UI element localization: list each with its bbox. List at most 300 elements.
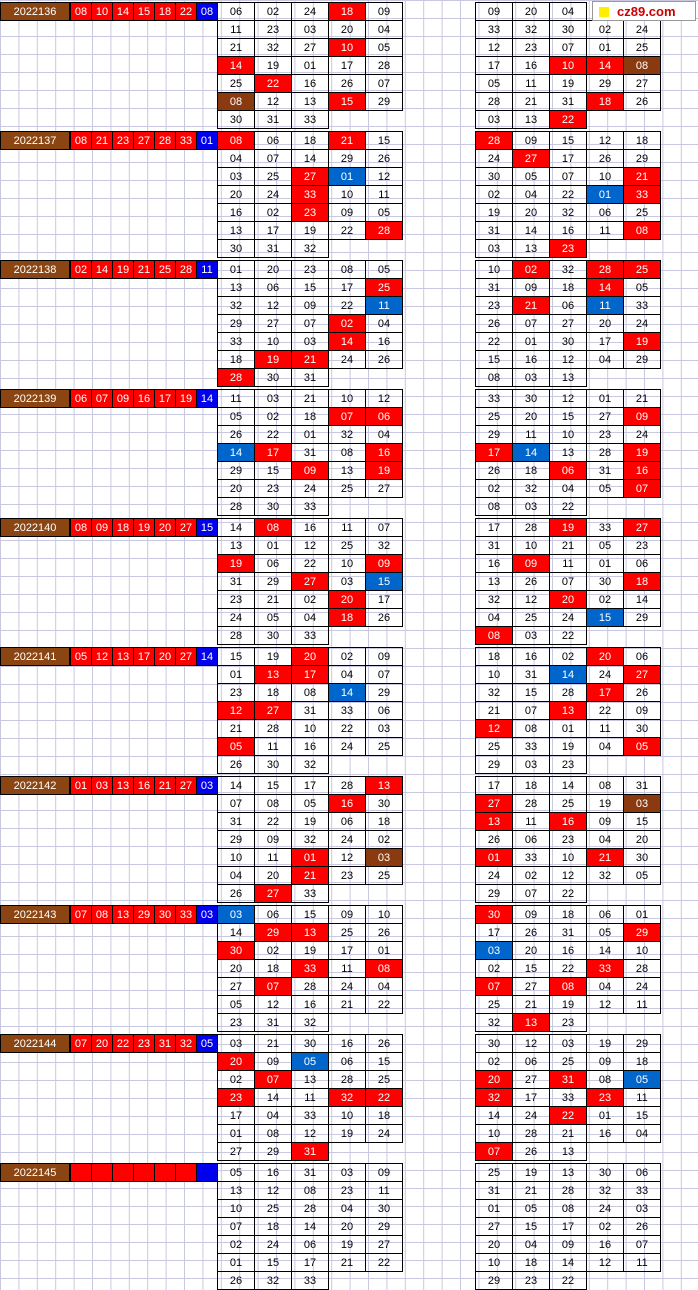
red-ball (154, 1163, 176, 1182)
left-number-cell: 10 (328, 554, 366, 573)
left-number-cell: 23 (291, 203, 329, 222)
left-number-cell: 02 (328, 647, 366, 666)
right-number-cell: 04 (512, 185, 550, 204)
left-number-cell: 30 (254, 626, 292, 645)
left-number-cell: 29 (365, 1217, 403, 1236)
left-number-cell: 29 (365, 683, 403, 702)
left-number-cell: 31 (254, 1013, 292, 1032)
red-ball: 20 (91, 1034, 113, 1053)
left-number-cell: 02 (365, 830, 403, 849)
right-number-cell: 07 (549, 38, 587, 57)
right-number-cell: 06 (549, 296, 587, 315)
left-number-cell: 11 (328, 518, 366, 537)
left-number-cell: 30 (217, 941, 255, 960)
left-number-cell: 31 (217, 812, 255, 831)
left-number-cell: 13 (217, 536, 255, 555)
red-ball: 23 (133, 1034, 155, 1053)
right-number-cell: 21 (586, 848, 624, 867)
right-number-cell: 32 (475, 590, 513, 609)
left-number-cell: 01 (217, 1124, 255, 1143)
left-number-cell: 02 (217, 1070, 255, 1089)
right-number-cell: 02 (475, 479, 513, 498)
left-number-cell: 06 (254, 131, 292, 150)
left-number-cell: 25 (328, 536, 366, 555)
red-ball: 21 (133, 260, 155, 279)
period-label: 2022138 (0, 260, 70, 279)
left-number-cell: 33 (291, 1106, 329, 1125)
right-number-cell: 33 (623, 1181, 661, 1200)
left-number-cell: 32 (365, 536, 403, 555)
left-number-cell: 13 (291, 92, 329, 111)
left-number-cell: 30 (254, 755, 292, 774)
left-number-cell: 32 (328, 1088, 366, 1107)
left-number-cell: 28 (328, 776, 366, 795)
right-number-cell: 30 (549, 20, 587, 39)
right-number-cell: 09 (512, 278, 550, 297)
right-number-cell: 19 (586, 1034, 624, 1053)
right-number-cell: 06 (586, 905, 624, 924)
red-ball: 13 (112, 647, 134, 666)
right-number-cell: 11 (623, 995, 661, 1014)
left-number-cell: 26 (365, 350, 403, 369)
left-number-cell: 19 (254, 647, 292, 666)
left-number-cell: 08 (254, 518, 292, 537)
right-number-cell: 04 (586, 830, 624, 849)
right-number-cell: 12 (512, 1034, 550, 1053)
left-number-cell: 10 (328, 1106, 366, 1125)
left-number-cell: 05 (217, 995, 255, 1014)
right-number-cell: 23 (512, 38, 550, 57)
right-number-cell: 05 (512, 1199, 550, 1218)
blue-ball (196, 1163, 218, 1182)
left-number-cell: 26 (365, 1034, 403, 1053)
left-number-cell: 10 (217, 1199, 255, 1218)
right-number-cell: 02 (586, 1217, 624, 1236)
left-number-cell: 31 (217, 572, 255, 591)
right-number-cell: 28 (475, 131, 513, 150)
right-number-cell: 28 (586, 260, 624, 279)
right-number-cell: 03 (475, 239, 513, 258)
right-number-cell: 31 (512, 665, 550, 684)
left-number-cell: 07 (328, 407, 366, 426)
right-number-cell: 14 (512, 443, 550, 462)
left-number-cell: 19 (328, 1124, 366, 1143)
left-number-cell: 12 (328, 848, 366, 867)
right-number-cell: 30 (623, 719, 661, 738)
right-number-cell: 30 (475, 167, 513, 186)
right-number-cell: 03 (475, 941, 513, 960)
right-number-cell: 18 (549, 905, 587, 924)
right-number-cell: 27 (549, 314, 587, 333)
right-number-cell: 23 (549, 830, 587, 849)
right-number-cell: 19 (623, 332, 661, 351)
right-number-cell: 09 (512, 905, 550, 924)
left-number-cell: 16 (291, 518, 329, 537)
right-number-cell: 07 (475, 977, 513, 996)
left-number-cell: 29 (328, 149, 366, 168)
left-number-cell: 23 (217, 590, 255, 609)
right-number-cell: 16 (549, 221, 587, 240)
logo-text: cz89.com (617, 4, 676, 19)
left-number-cell: 01 (291, 56, 329, 75)
left-number-cell: 32 (254, 38, 292, 57)
red-ball: 22 (112, 1034, 134, 1053)
left-number-cell: 04 (217, 149, 255, 168)
left-number-cell: 27 (365, 479, 403, 498)
left-number-cell: 16 (328, 794, 366, 813)
left-number-cell: 13 (291, 923, 329, 942)
left-number-cell: 07 (217, 1217, 255, 1236)
right-number-cell: 09 (512, 554, 550, 573)
right-number-cell: 17 (475, 518, 513, 537)
right-number-cell: 22 (549, 497, 587, 516)
right-number-cell: 16 (512, 56, 550, 75)
left-number-cell: 30 (291, 1034, 329, 1053)
right-number-cell: 07 (512, 884, 550, 903)
right-number-cell: 26 (623, 683, 661, 702)
left-number-cell: 08 (365, 959, 403, 978)
left-number-cell: 29 (254, 572, 292, 591)
right-number-cell: 31 (623, 776, 661, 795)
left-number-cell: 01 (217, 1253, 255, 1272)
left-number-cell: 05 (365, 38, 403, 57)
right-number-cell: 20 (549, 590, 587, 609)
left-number-cell: 18 (328, 2, 366, 21)
left-number-cell: 09 (291, 461, 329, 480)
right-number-cell: 25 (623, 38, 661, 57)
right-number-cell: 21 (623, 389, 661, 408)
left-number-cell: 18 (328, 608, 366, 627)
right-number-cell: 03 (512, 497, 550, 516)
left-number-cell: 21 (328, 995, 366, 1014)
left-number-cell: 07 (365, 518, 403, 537)
left-number-cell: 02 (328, 314, 366, 333)
right-number-cell: 31 (549, 1070, 587, 1089)
left-number-cell: 33 (291, 884, 329, 903)
left-number-cell: 21 (254, 590, 292, 609)
left-number-cell: 15 (254, 776, 292, 795)
left-number-cell: 12 (365, 167, 403, 186)
left-number-cell: 12 (254, 92, 292, 111)
right-number-cell: 10 (475, 260, 513, 279)
left-number-cell: 07 (365, 665, 403, 684)
left-number-cell: 18 (365, 812, 403, 831)
right-number-cell: 21 (549, 1124, 587, 1143)
right-number-cell: 22 (549, 185, 587, 204)
right-number-cell: 26 (623, 1217, 661, 1236)
right-number-cell: 24 (623, 314, 661, 333)
right-number-cell: 25 (475, 737, 513, 756)
left-number-cell: 27 (254, 701, 292, 720)
left-number-cell: 14 (254, 1088, 292, 1107)
left-number-cell: 15 (291, 905, 329, 924)
right-number-cell: 04 (623, 1124, 661, 1143)
right-number-cell: 29 (586, 74, 624, 93)
right-number-cell: 13 (475, 812, 513, 831)
left-number-cell: 24 (365, 1124, 403, 1143)
right-number-cell: 12 (586, 131, 624, 150)
right-number-cell: 12 (549, 350, 587, 369)
left-number-cell: 01 (291, 425, 329, 444)
left-number-cell: 21 (291, 350, 329, 369)
left-number-cell: 22 (328, 719, 366, 738)
red-ball: 22 (175, 2, 197, 21)
left-number-cell: 32 (291, 239, 329, 258)
right-number-cell: 05 (623, 1070, 661, 1089)
right-number-cell: 05 (623, 737, 661, 756)
left-number-cell: 29 (254, 1142, 292, 1161)
red-ball: 32 (175, 1034, 197, 1053)
right-number-cell: 11 (586, 221, 624, 240)
left-number-cell: 23 (217, 683, 255, 702)
right-number-cell: 33 (549, 1088, 587, 1107)
right-number-cell: 24 (586, 665, 624, 684)
right-number-cell: 02 (512, 866, 550, 885)
left-number-cell: 30 (217, 110, 255, 129)
left-number-cell: 24 (328, 977, 366, 996)
right-number-cell: 22 (586, 701, 624, 720)
right-number-cell: 20 (512, 941, 550, 960)
right-number-cell: 01 (586, 389, 624, 408)
left-number-cell: 08 (328, 443, 366, 462)
left-number-cell: 03 (217, 1034, 255, 1053)
period-label: 2022142 (0, 776, 70, 795)
right-number-cell: 10 (475, 1253, 513, 1272)
left-number-cell: 33 (291, 1271, 329, 1290)
blue-ball: 14 (196, 647, 218, 666)
red-ball: 16 (133, 389, 155, 408)
right-number-cell: 19 (623, 443, 661, 462)
left-number-cell: 18 (254, 959, 292, 978)
right-number-cell: 14 (586, 941, 624, 960)
left-number-cell: 26 (217, 884, 255, 903)
left-number-cell: 19 (291, 812, 329, 831)
right-number-cell: 07 (549, 167, 587, 186)
right-number-cell: 27 (512, 977, 550, 996)
right-number-cell: 13 (549, 443, 587, 462)
left-number-cell: 31 (291, 1163, 329, 1182)
right-number-cell: 27 (623, 665, 661, 684)
right-number-cell: 11 (586, 719, 624, 738)
right-number-cell: 17 (549, 1217, 587, 1236)
left-number-cell: 20 (328, 590, 366, 609)
left-number-cell: 04 (365, 425, 403, 444)
right-number-cell: 12 (586, 1253, 624, 1272)
right-number-cell: 21 (549, 536, 587, 555)
right-number-cell: 30 (586, 572, 624, 591)
red-ball: 27 (175, 776, 197, 795)
right-number-cell: 13 (512, 110, 550, 129)
right-number-cell: 31 (475, 1181, 513, 1200)
left-number-cell: 33 (217, 332, 255, 351)
right-number-cell: 14 (512, 221, 550, 240)
right-number-cell: 01 (586, 554, 624, 573)
right-number-cell: 10 (623, 941, 661, 960)
left-number-cell: 32 (291, 830, 329, 849)
right-number-cell: 17 (586, 683, 624, 702)
site-logo[interactable] (592, 1, 696, 21)
right-number-cell: 15 (623, 1106, 661, 1125)
left-number-cell: 31 (254, 239, 292, 258)
right-number-cell: 20 (475, 1235, 513, 1254)
right-number-cell: 11 (549, 554, 587, 573)
left-number-cell: 28 (291, 977, 329, 996)
right-number-cell: 18 (512, 1253, 550, 1272)
left-number-cell: 04 (291, 608, 329, 627)
right-number-cell: 05 (586, 923, 624, 942)
right-number-cell: 18 (475, 647, 513, 666)
right-number-cell: 20 (475, 1070, 513, 1089)
red-ball (175, 1163, 197, 1182)
red-ball: 07 (70, 905, 92, 924)
left-number-cell: 24 (328, 737, 366, 756)
left-number-cell: 09 (291, 296, 329, 315)
left-number-cell: 01 (365, 941, 403, 960)
left-number-cell: 08 (291, 1181, 329, 1200)
right-number-cell: 04 (586, 350, 624, 369)
left-number-cell: 33 (291, 497, 329, 516)
left-number-cell: 31 (291, 701, 329, 720)
right-number-cell: 30 (475, 1034, 513, 1053)
left-number-cell: 15 (365, 572, 403, 591)
left-number-cell: 31 (291, 368, 329, 387)
right-number-cell: 22 (549, 884, 587, 903)
red-ball: 07 (91, 389, 113, 408)
right-number-cell: 05 (586, 536, 624, 555)
right-number-cell: 03 (623, 1199, 661, 1218)
left-number-cell: 26 (217, 1271, 255, 1290)
right-number-cell: 21 (512, 92, 550, 111)
left-number-cell: 24 (254, 1235, 292, 1254)
left-number-cell: 17 (365, 590, 403, 609)
left-number-cell: 16 (365, 332, 403, 351)
right-number-cell: 18 (549, 278, 587, 297)
right-number-cell: 24 (475, 866, 513, 885)
right-number-cell: 28 (512, 518, 550, 537)
left-number-cell: 11 (254, 848, 292, 867)
right-number-cell: 06 (512, 1052, 550, 1071)
right-number-cell: 18 (623, 1052, 661, 1071)
left-number-cell: 26 (365, 149, 403, 168)
blue-ball: 08 (196, 2, 218, 21)
red-ball: 05 (70, 647, 92, 666)
left-number-cell: 14 (217, 443, 255, 462)
left-number-cell: 07 (291, 314, 329, 333)
right-number-cell: 08 (475, 368, 513, 387)
right-number-cell: 20 (512, 407, 550, 426)
right-number-cell: 33 (512, 848, 550, 867)
left-number-cell: 20 (254, 260, 292, 279)
right-number-cell: 07 (512, 701, 550, 720)
right-number-cell: 18 (512, 776, 550, 795)
right-number-cell: 27 (512, 149, 550, 168)
right-number-cell: 28 (623, 959, 661, 978)
right-number-cell: 11 (586, 296, 624, 315)
left-number-cell: 03 (291, 20, 329, 39)
right-number-cell: 26 (512, 572, 550, 591)
right-number-cell: 02 (549, 647, 587, 666)
left-number-cell: 10 (328, 38, 366, 57)
right-number-cell: 08 (586, 1070, 624, 1089)
right-number-cell: 24 (475, 149, 513, 168)
right-number-cell: 01 (512, 332, 550, 351)
left-number-cell: 25 (328, 923, 366, 942)
right-number-cell: 20 (623, 830, 661, 849)
left-number-cell: 06 (328, 1052, 366, 1071)
left-number-cell: 18 (365, 1106, 403, 1125)
right-number-cell: 22 (549, 1106, 587, 1125)
left-number-cell: 16 (217, 203, 255, 222)
left-number-cell: 20 (217, 479, 255, 498)
right-number-cell: 32 (549, 203, 587, 222)
right-number-cell: 20 (586, 314, 624, 333)
right-number-cell: 03 (549, 1034, 587, 1053)
blue-ball: 03 (196, 905, 218, 924)
left-number-cell: 23 (291, 260, 329, 279)
right-number-cell: 28 (475, 92, 513, 111)
right-number-cell: 02 (586, 590, 624, 609)
left-number-cell: 12 (291, 536, 329, 555)
red-ball: 03 (91, 776, 113, 795)
left-number-cell: 32 (328, 425, 366, 444)
left-number-cell: 17 (254, 443, 292, 462)
left-number-cell: 06 (217, 2, 255, 21)
red-ball: 19 (133, 518, 155, 537)
red-ball: 28 (154, 131, 176, 150)
right-number-cell: 20 (512, 2, 550, 21)
left-number-cell: 09 (254, 830, 292, 849)
right-number-cell: 17 (512, 1088, 550, 1107)
left-number-cell: 15 (328, 92, 366, 111)
right-number-cell: 29 (475, 884, 513, 903)
right-number-cell: 25 (475, 1163, 513, 1182)
left-number-cell: 11 (291, 1088, 329, 1107)
right-number-cell: 15 (549, 407, 587, 426)
right-number-cell: 07 (623, 1235, 661, 1254)
right-number-cell: 32 (586, 866, 624, 885)
right-number-cell: 21 (512, 1181, 550, 1200)
left-number-cell: 23 (217, 1013, 255, 1032)
right-number-cell: 17 (549, 149, 587, 168)
left-number-cell: 31 (291, 1142, 329, 1161)
left-number-cell: 25 (217, 74, 255, 93)
left-number-cell: 21 (217, 719, 255, 738)
left-number-cell: 18 (291, 131, 329, 150)
right-number-cell: 24 (586, 1199, 624, 1218)
right-number-cell: 21 (512, 995, 550, 1014)
left-number-cell: 28 (254, 719, 292, 738)
right-number-cell: 13 (512, 239, 550, 258)
left-number-cell: 02 (291, 590, 329, 609)
right-number-cell: 19 (512, 1163, 550, 1182)
left-number-cell: 15 (254, 461, 292, 480)
left-number-cell: 27 (254, 884, 292, 903)
right-number-cell: 33 (623, 296, 661, 315)
right-number-cell: 28 (512, 794, 550, 813)
left-number-cell: 07 (217, 794, 255, 813)
left-number-cell: 24 (217, 608, 255, 627)
left-number-cell: 22 (291, 554, 329, 573)
left-number-cell: 27 (217, 1142, 255, 1161)
right-number-cell: 29 (475, 1271, 513, 1290)
right-number-cell: 08 (586, 776, 624, 795)
left-number-cell: 17 (254, 221, 292, 240)
left-number-cell: 02 (254, 2, 292, 21)
right-number-cell: 26 (475, 830, 513, 849)
left-number-cell: 03 (365, 719, 403, 738)
right-number-cell: 19 (549, 995, 587, 1014)
right-number-cell: 25 (512, 608, 550, 627)
